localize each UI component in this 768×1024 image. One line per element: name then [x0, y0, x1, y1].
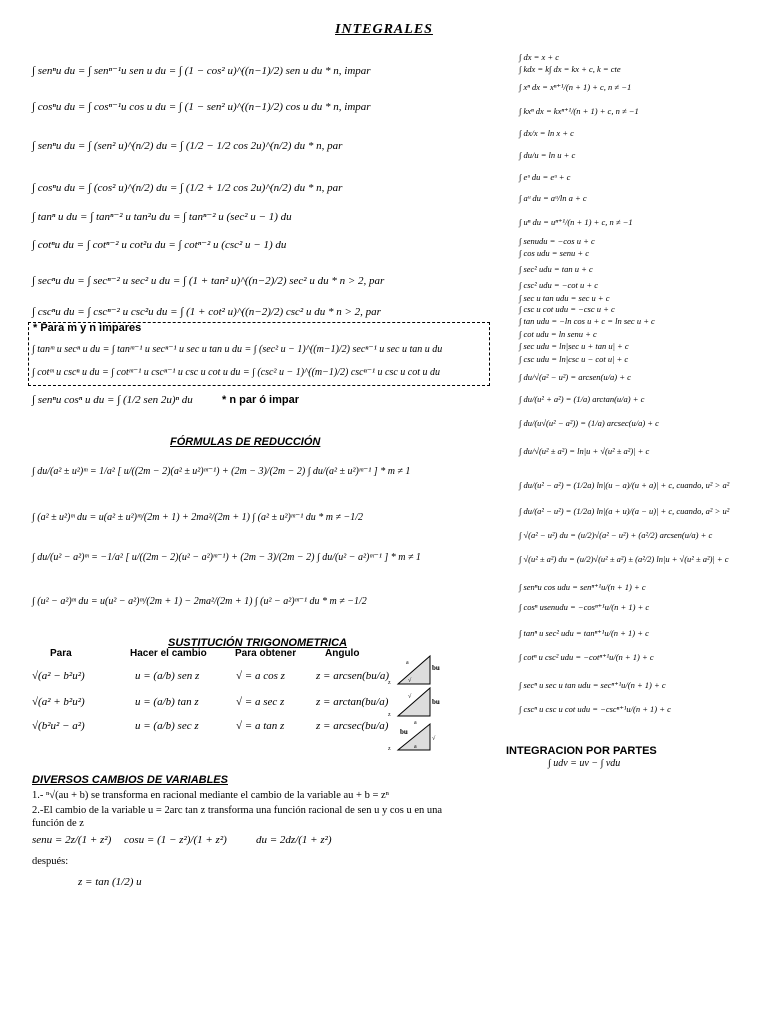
sust-row1-obtener: √ = a cos z	[236, 670, 285, 682]
basic-integral-14: ∫ sec u tan udu = sec u + c	[519, 293, 610, 303]
basic-integral-32: ∫ secⁿ u sec u tan udu = secⁿ⁺¹u/(n + 1) + c	[519, 680, 666, 690]
formula-tan-sec-odd: ∫ tanᵐ u secⁿ u du = ∫ tanᵐ⁻¹ u secⁿ⁻¹ u sec u tan u du = ∫ (sec² u − 1)^((m−1)/2) secⁿ⁻¹ u sec u tan u du	[32, 344, 443, 355]
sust-row1-cambio: u = (a/b) sen z	[135, 670, 200, 682]
diversos-despues: después:	[32, 856, 69, 867]
partes-title: INTEGRACION POR PARTES	[506, 745, 657, 757]
page-title: INTEGRALES	[335, 22, 433, 37]
basic-integral-24: ∫ du/(u² − a²) = (1/2a) ln|(u − a)/(u + a)| + c, cuando, u² > a²	[519, 480, 730, 490]
sust-row3-obtener: √ = a tan z	[236, 720, 285, 732]
diversos-senu: senu = 2z/(1 + z²)	[32, 834, 112, 846]
triangle-1-z: z	[388, 680, 391, 686]
formula-sec-n: ∫ secⁿu du = ∫ secⁿ⁻² u sec² u du = ∫ (1 + tan² u)^((n−2)/2) sec² u du * n > 2, par	[32, 275, 385, 287]
sust-header-obtener: Para obtener	[235, 648, 297, 659]
basic-integral-29: ∫ cosⁿ usenudu = −cosⁿ⁺¹u/(n + 1) + c	[519, 602, 650, 612]
basic-integral-22: ∫ du/(u√(u² − a²)) = (1/a) arcsec(u/a) + c	[519, 418, 659, 428]
triangle-3-bu: bu	[400, 728, 408, 736]
basic-integral-12: ∫ sec² udu = tan u + c	[519, 264, 593, 274]
basic-integral-28: ∫ senⁿu cos udu = senⁿ⁺¹u/(n + 1) + c	[519, 582, 646, 592]
formula-sen-cos-n: ∫ senⁿu cosⁿ u du = ∫ (1/2 sen 2u)ⁿ du	[32, 394, 193, 406]
diversos-title: DIVERSOS CAMBIOS DE VARIABLES	[32, 774, 228, 786]
sust-row3-cambio: u = (a/b) sec z	[135, 720, 199, 732]
triangle-1	[388, 656, 440, 686]
triangle-3	[388, 724, 436, 752]
sust-row2-para: √(a² + b²u²)	[32, 696, 85, 708]
sust-header-angulo: Angulo	[325, 648, 360, 659]
basic-integral-19: ∫ csc udu = ln|csc u − cot u| + c	[519, 354, 629, 364]
basic-integral-9: ∫ uⁿ du = uⁿ⁺¹/(n + 1) + c, n ≠ −1	[519, 217, 633, 227]
basic-integral-11: ∫ cos udu = senu + c	[519, 248, 589, 258]
diversos-du: du = 2dz/(1 + z²)	[256, 834, 332, 846]
triangle-1-root: √	[408, 678, 412, 684]
basic-integral-5: ∫ dx/x = ln x + c	[519, 128, 574, 138]
basic-integral-16: ∫ tan udu = −ln cos u + c = ln sec u + c	[519, 316, 655, 326]
basic-integral-26: ∫ √(a² − u²) du = (u/2)√(a² − u²) + (a²/2) arcsen(u/a) + c	[519, 530, 713, 540]
partes-formula: ∫ udv = uv − ∫ vdu	[548, 758, 621, 769]
triangle-2-root: √	[408, 694, 412, 700]
basic-integral-13: ∫ csc² udu = −cot u + c	[519, 280, 598, 290]
formula-sen-odd: ∫ senⁿu du = ∫ senⁿ⁻¹u sen u du = ∫ (1 − cos² u)^((n−1)/2) sen u du * n, impar	[32, 65, 371, 77]
basic-integral-31: ∫ cotⁿ u csc² udu = −cotⁿ⁺¹u/(n + 1) + c	[519, 652, 654, 662]
sust-header-cambio: Hacer el cambio	[130, 648, 207, 659]
sust-header-para: Para	[50, 648, 72, 659]
diversos-final: z = tan (1/2) u	[78, 876, 142, 888]
sust-row3-angulo: z = arcsec(bu/a)	[316, 720, 389, 732]
reduccion-formula-4: ∫ (u² − a²)ᵐ du = u(u² − a²)ᵐ/(2m + 1) − 2ma²/(2m + 1) ∫ (u² − a²)ᵐ⁻¹ du * m ≠ −1/2	[32, 596, 367, 607]
basic-integral-6: ∫ du/u = ln u + c	[519, 150, 576, 160]
diversos-cosu: cosu = (1 − z²)/(1 + z²)	[124, 834, 227, 846]
basic-integral-2: ∫ kdx = k∫ dx = kx + c, k = cte	[519, 64, 621, 74]
basic-integral-18: ∫ sec udu = ln|sec u + tan u| + c	[519, 341, 629, 351]
basic-integral-4: ∫ kxⁿ dx = kxⁿ⁺¹/(n + 1) + c, n ≠ −1	[519, 106, 639, 116]
sen-cos-note: * n par ó impar	[222, 394, 300, 406]
formula-cot-csc-odd: ∫ cotᵐ u cscⁿ u du = ∫ cotᵐ⁻¹ u cscⁿ⁻¹ u csc u cot u du = ∫ (csc² u − 1)^((m−1)/2) cscⁿ⁻¹ u csc u cot u du	[32, 367, 441, 378]
formula-tan-n: ∫ tanⁿ u du = ∫ tanⁿ⁻² u tan²u du = ∫ tanⁿ⁻² u (sec² u − 1) du	[32, 211, 292, 223]
sust-row1-para: √(a² − b²u²)	[32, 670, 85, 682]
sust-row2-cambio: u = (a/b) tan z	[135, 696, 199, 708]
reduccion-formula-2: ∫ (a² ± u²)ᵐ du = u(a² ± u²)ᵐ/(2m + 1) + 2ma²/(2m + 1) ∫ (a² ± u²)ᵐ⁻¹ du * m ≠ −1/2	[32, 512, 363, 523]
basic-integral-7: ∫ eᵘ du = eᵘ + c	[519, 172, 571, 182]
basic-integral-17: ∫ cot udu = ln senu + c	[519, 329, 597, 339]
triangle-3-a: a	[414, 744, 417, 750]
diversos-line2: 2.-El cambio de la variable u = 2arc tan z transforma una función racional de sen u y cos u en una función de z	[32, 805, 443, 829]
sust-row2-angulo: z = arctan(bu/a)	[316, 696, 389, 708]
basic-integral-3: ∫ xⁿ dx = xⁿ⁺¹/(n + 1) + c, n ≠ −1	[519, 82, 632, 92]
reduccion-title: FÓRMULAS DE REDUCCIÓN	[170, 436, 321, 448]
triangle-2-bu: bu	[432, 698, 440, 706]
formula-sen-even: ∫ senⁿu du = ∫ (sen² u)^(n/2) du = ∫ (1/2 − 1/2 cos 2u)^(n/2) du * n, par	[32, 140, 343, 152]
basic-integral-30: ∫ tanⁿ u sec² udu = tanⁿ⁺¹u/(n + 1) + c	[519, 628, 649, 638]
basic-integral-23: ∫ du/√(u² ± a²) = ln|u + √(u² ± a²)| + c	[519, 446, 650, 456]
triangle-diagrams	[386, 648, 446, 754]
triangle-2	[388, 688, 440, 726]
basic-integral-8: ∫ aᵘ du = aᵘ/ln a + c	[519, 193, 587, 203]
diversos-line1: 1.- ⁿ√(au + b) se transforma en racional mediante el cambio de la variable au + b = zⁿ	[32, 790, 389, 801]
sust-row3-para: √(b²u² − a²)	[32, 720, 85, 732]
triangle-3-z: z	[388, 746, 391, 752]
basic-integral-1: ∫ dx = x + c	[519, 52, 559, 62]
reduccion-formula-3: ∫ du/(u² − a²)ᵐ = −1/a² [ u/((2m − 2)(u² − a²)ᵐ⁻¹) + (2m − 3)/(2m − 2) ∫ du/(u² − a²)ᵐ⁻¹ ] * m ≠ 1	[32, 552, 421, 563]
basic-integral-27: ∫ √(u² ± a²) du = (u/2)√(u² ± a²) ± (a²/2) ln|u + √(u² ± a²)| + c	[519, 554, 729, 564]
triangle-2-a: a	[414, 720, 417, 726]
formula-cos-odd: ∫ cosⁿu du = ∫ cosⁿ⁻¹u cos u du = ∫ (1 − sen² u)^((n−1)/2) cos u du * n, impar	[32, 101, 371, 113]
basic-integral-20: ∫ du/√(a² − u²) = arcsen(u/a) + c	[519, 372, 631, 382]
triangle-1-a: a	[406, 660, 409, 666]
basic-integral-25: ∫ du/(a² − u²) = (1/2a) ln|(a + u)/(a − u)| + c, cuando, a² > u²	[519, 506, 730, 516]
reduccion-formula-1: ∫ du/(a² ± u²)ᵐ = 1/a² [ u/((2m − 2)(a² ± u²)ᵐ⁻¹) + (2m − 3)/(2m − 2) ∫ du/(a² ± u²)ᵐ⁻¹ ] * m ≠ 1	[32, 466, 411, 477]
basic-integral-10: ∫ senudu = −cos u + c	[519, 236, 595, 246]
triangle-2-z: z	[388, 712, 391, 718]
triangle-1-bu: bu	[432, 664, 440, 672]
formula-csc-n: ∫ cscⁿu du = ∫ cscⁿ⁻² u csc²u du = ∫ (1 + cot² u)^((n−2)/2) csc² u du * n > 2, par	[32, 306, 381, 318]
sust-row2-obtener: √ = a sec z	[236, 696, 285, 708]
formula-cos-even: ∫ cosⁿu du = ∫ (cos² u)^(n/2) du = ∫ (1/2 + 1/2 cos 2u)^(n/2) du * n, par	[32, 182, 343, 194]
box-title: * Para m y n impares	[33, 322, 142, 334]
basic-integral-21: ∫ du/(u² + a²) = (1/a) arctan(u/a) + c	[519, 394, 645, 404]
basic-integral-15: ∫ csc u cot udu = −csc u + c	[519, 304, 615, 314]
basic-integral-33: ∫ cscⁿ u csc u cot udu = −cscⁿ⁺¹u/(n + 1) + c	[519, 704, 671, 714]
formula-cot-n: ∫ cotⁿu du = ∫ cotⁿ⁻² u cot²u du = ∫ cotⁿ⁻² u (csc² u − 1) du	[32, 239, 287, 251]
triangle-3-root: √	[432, 736, 436, 742]
sust-row1-angulo: z = arcsen(bu/a)	[316, 670, 390, 682]
sustitucion-title: SUSTITUCIÓN TRIGONOMETRICA	[168, 637, 348, 649]
